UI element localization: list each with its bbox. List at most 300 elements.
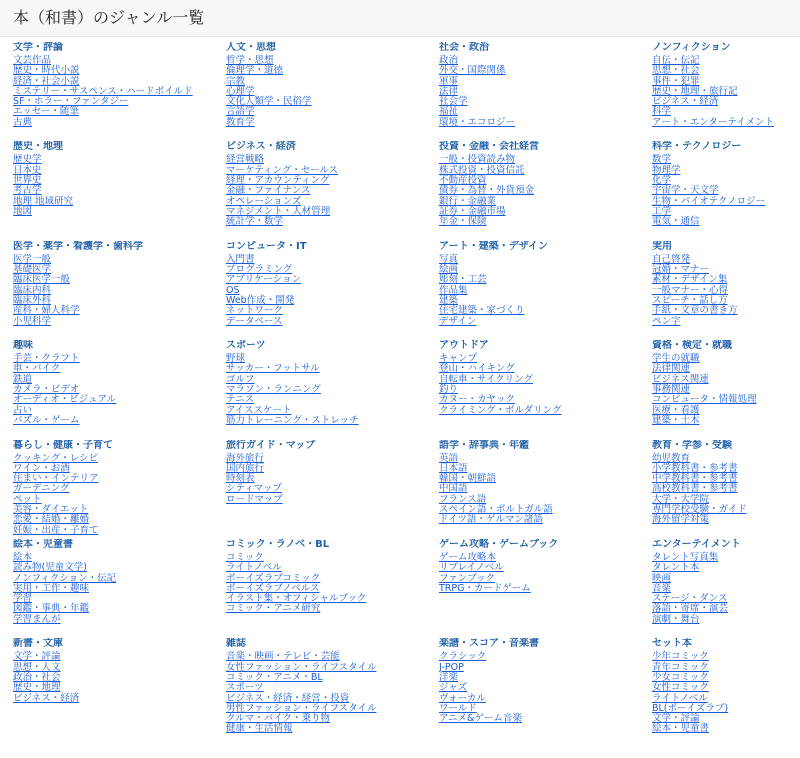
genre-list-item: [439, 286, 652, 296]
genre-link[interactable]: スピーチ・話し方: [652, 294, 728, 306]
genre-link-list: [652, 255, 800, 327]
genre-link[interactable]: 落語・寄席・演芸: [652, 603, 729, 615]
genre-link[interactable]: スポーツ: [226, 682, 264, 694]
genre-block: [439, 141, 652, 240]
genre-link[interactable]: 絵本: [13, 551, 33, 563]
genre-link[interactable]: コミック・アニメ研究: [226, 603, 321, 615]
genre-block: [439, 638, 652, 737]
genre-link[interactable]: 演劇・舞台: [652, 613, 700, 625]
genre-list-item: [226, 107, 439, 117]
genre-link[interactable]: 読み物(児童文学): [13, 562, 87, 574]
genre-link[interactable]: 銀行・金融業: [439, 195, 497, 207]
genre-link[interactable]: 歴史・地理: [13, 682, 61, 694]
genre-heading: 絵本・児童書: [13, 538, 73, 550]
genre-link[interactable]: SF・ホラー・ファンタジー: [13, 96, 129, 108]
genre-list-item: [13, 484, 226, 494]
genre-link[interactable]: ビジネス・経済: [652, 96, 719, 108]
genre-link-list: [439, 155, 652, 227]
genre-heading: ノンフィクション: [652, 42, 731, 53]
genre-link[interactable]: 韓国・朝鮮語: [439, 473, 497, 485]
genre-link[interactable]: エッセー・随筆: [13, 106, 79, 118]
genre-link[interactable]: ワイン・お酒: [13, 462, 70, 474]
genre-link[interactable]: BL(ボーイズラブ): [652, 702, 729, 714]
genre-heading: スポーツ: [226, 340, 266, 352]
genre-link[interactable]: 哲学・思想: [226, 55, 274, 66]
genre-link[interactable]: ジャズ: [439, 682, 468, 694]
genre-link[interactable]: 自転車・サイクリング: [439, 373, 533, 385]
genre-block: [652, 340, 800, 439]
genre-link-list: [226, 652, 439, 734]
genre-link[interactable]: TRPG・カードゲーム: [439, 582, 531, 594]
genre-link[interactable]: 住宅建築・家づくり: [439, 305, 525, 317]
genre-link[interactable]: ペット: [13, 493, 42, 505]
genre-link[interactable]: ミステリー・サスペンス・ハードボイルド: [13, 85, 193, 97]
genre-link[interactable]: プログラミング: [226, 264, 293, 276]
genre-link[interactable]: 野球: [226, 353, 246, 365]
genre-link[interactable]: 建築: [439, 294, 459, 306]
genre-link-list: [439, 354, 652, 416]
genre-link[interactable]: 占い: [13, 404, 33, 416]
genre-link-list: [226, 354, 439, 426]
genre-heading: エンターテイメント: [652, 538, 741, 550]
genre-link[interactable]: 福祉: [439, 106, 459, 118]
genre-list-item: [439, 454, 652, 464]
genre-heading: 投資・金融・会社経営: [439, 141, 539, 153]
genre-list-item: [652, 97, 800, 107]
genre-list-item: [226, 66, 439, 76]
genre-link[interactable]: 音楽・映画・テレビ・芸能: [226, 651, 340, 663]
genre-link[interactable]: 金融・ファイナンス: [226, 185, 311, 197]
genre-link-list: [439, 652, 652, 724]
genre-link[interactable]: 男性ファッション・ライフスタイル: [226, 702, 377, 714]
genre-list-item: [652, 615, 800, 625]
genre-link[interactable]: 思想・人文: [13, 661, 61, 673]
genre-list-item: [13, 118, 226, 128]
genre-link[interactable]: 中学教科書・参考書: [652, 473, 738, 485]
genre-block: [439, 42, 652, 141]
genre-link[interactable]: 登山・ハイキング: [439, 363, 515, 375]
genre-list-item: [226, 275, 439, 285]
genre-link[interactable]: マラソン・ランニング: [226, 384, 321, 396]
genre-block: [439, 241, 652, 340]
genre-link[interactable]: 自伝・伝記: [652, 55, 700, 66]
genre-link[interactable]: マネジメント・人材管理: [226, 205, 331, 217]
genre-link[interactable]: 統計学・数学: [226, 216, 284, 228]
genre-link[interactable]: 債券・為替・外貨預金: [439, 185, 535, 197]
genre-link[interactable]: 一般・投資読み物: [439, 154, 516, 166]
genre-list-item: [226, 118, 439, 128]
genre-link[interactable]: 歴史学: [13, 154, 42, 166]
genre-list-item: [226, 416, 439, 426]
genre-block: [226, 340, 439, 439]
genre-link[interactable]: ビジネス・経済・経営・投資: [226, 692, 350, 704]
genre-link[interactable]: パズル・ゲーム: [13, 414, 80, 426]
genre-link[interactable]: 世界史: [13, 174, 42, 186]
genre-link-list: [13, 56, 226, 128]
genre-link[interactable]: 電気・通信: [652, 216, 700, 228]
genre-link[interactable]: 心理学: [226, 85, 255, 97]
genre-list-item: [13, 416, 226, 426]
genre-heading: ビジネス・経済: [226, 141, 296, 153]
genre-heading: 教育・学参・受験: [652, 439, 732, 451]
genre-link[interactable]: クラシック: [439, 651, 487, 663]
genre-link[interactable]: 学生の就職: [652, 353, 700, 365]
genre-block: [13, 638, 226, 737]
genre-link[interactable]: 健康・生活情報: [226, 723, 293, 735]
genre-heading: アウトドア: [439, 340, 489, 352]
genre-link[interactable]: リプレイノベル: [439, 562, 504, 574]
genre-link[interactable]: 歴史・地理・旅行記: [652, 85, 738, 97]
genre-link[interactable]: 医療・看護: [652, 404, 700, 416]
genre-link[interactable]: イラスト集・オフィシャルブック: [226, 593, 367, 605]
genre-link[interactable]: 学習まんが: [13, 613, 61, 625]
genre-list-item: [13, 176, 226, 186]
genre-link[interactable]: 年金・保険: [439, 216, 487, 228]
genre-link[interactable]: 文学・評論: [13, 651, 61, 663]
genre-block: [226, 42, 439, 141]
genre-list-item: [13, 615, 226, 625]
genre-list-item: [652, 217, 800, 227]
genre-link[interactable]: 写真: [439, 253, 459, 265]
genre-link[interactable]: 妊娠・出産・子育て: [13, 524, 99, 536]
genre-heading: 医学・薬学・看護学・歯科学: [13, 240, 143, 252]
genre-link[interactable]: ライトノベル: [652, 692, 708, 704]
genre-list-item: [226, 97, 439, 107]
genre-heading: 語学・辞事典・年鑑: [439, 439, 529, 451]
genre-link[interactable]: 美容・ダイエット: [13, 504, 89, 516]
genre-link[interactable]: ドイツ語・ゲルマン諸語: [439, 514, 543, 526]
genre-link[interactable]: 鉄道: [13, 373, 33, 385]
genre-list-item: [226, 495, 439, 505]
genre-link[interactable]: 入門書: [226, 253, 255, 265]
genre-link[interactable]: コンピュータ・情報処理: [652, 394, 757, 406]
genre-link[interactable]: フランス語: [439, 493, 487, 505]
genre-block: [226, 141, 439, 240]
genre-link[interactable]: 臨床外科: [13, 294, 52, 306]
genre-block: [13, 241, 226, 340]
genre-link-list: [652, 155, 800, 227]
genre-link[interactable]: ノンフィクション・伝記: [13, 572, 117, 584]
genre-link[interactable]: 中国語: [439, 483, 468, 495]
genre-link[interactable]: ゲーム攻略本: [439, 551, 497, 563]
genre-link[interactable]: 英語: [439, 452, 459, 464]
genre-link[interactable]: 臨床医学一般: [13, 274, 71, 286]
genre-link[interactable]: 海外旅行: [226, 452, 265, 464]
genre-link[interactable]: クッキング・レシピ: [13, 452, 98, 464]
genre-link[interactable]: 数学: [652, 154, 672, 166]
genre-link[interactable]: 化学: [652, 174, 672, 186]
genre-link[interactable]: 臨床内科: [13, 284, 52, 296]
genre-link[interactable]: タレント写真集: [652, 551, 719, 563]
genre-link[interactable]: 産科・婦人科学: [13, 305, 80, 317]
genre-block: [652, 539, 800, 638]
genre-block: [652, 440, 800, 539]
genre-link[interactable]: 不動産投資: [439, 174, 487, 186]
genre-block: [13, 440, 226, 539]
genre-link[interactable]: ボーイズラブノベルス: [226, 582, 320, 594]
genre-link[interactable]: ライトノベル: [226, 562, 282, 574]
genre-link-list: [226, 553, 439, 615]
genre-link[interactable]: オペレーションズ: [226, 195, 302, 207]
genre-link[interactable]: ビジネス・経済: [13, 692, 80, 704]
genre-link[interactable]: ゴルフ: [226, 373, 255, 385]
genre-list-item: [652, 515, 800, 525]
genre-heading: 旅行ガイド・マップ: [226, 439, 316, 451]
genre-link[interactable]: 小学教科書・参考書: [652, 462, 738, 474]
genre-link[interactable]: 絵画: [439, 264, 459, 276]
genre-link[interactable]: 軍事: [439, 75, 459, 87]
genre-link[interactable]: 株式投資・投資信託: [439, 164, 525, 176]
genre-link[interactable]: 大学・大学院: [652, 493, 710, 505]
genre-link[interactable]: 少年コミック: [652, 651, 709, 663]
genre-link[interactable]: テニス: [226, 394, 255, 406]
genre-list-item: [439, 474, 652, 484]
genre-link-list: [652, 56, 800, 128]
genre-link-list: [226, 454, 439, 505]
genre-list-item: [439, 563, 652, 573]
genre-block: [13, 539, 226, 638]
genre-list-item: [13, 155, 226, 165]
genre-list-item: [226, 217, 439, 227]
genre-link[interactable]: 経営戦略: [226, 154, 265, 166]
page-title: 本（和書）のジャンル一覧: [13, 8, 205, 27]
genre-link[interactable]: 建築・土木: [652, 414, 700, 426]
genre-link[interactable]: データベース: [226, 315, 283, 327]
genre-link[interactable]: OS: [226, 284, 240, 296]
genre-list-item: [13, 166, 226, 176]
genre-link[interactable]: カヌー・カヤック: [439, 394, 516, 406]
genre-list-item: [13, 197, 226, 207]
genre-link[interactable]: 実用・工作・趣味: [13, 582, 90, 594]
genre-link[interactable]: 少女コミック: [652, 671, 709, 683]
genre-list-item: [439, 714, 652, 724]
genre-list-item: [226, 563, 439, 573]
genre-link[interactable]: 古典: [13, 116, 33, 128]
genre-link[interactable]: 事件・犯罪: [652, 75, 700, 87]
genre-link[interactable]: ビジネス関連: [652, 373, 709, 385]
genre-link-list: [652, 553, 800, 625]
genre-link[interactable]: アイススケート: [226, 404, 292, 416]
genre-link[interactable]: 物理学: [652, 164, 681, 176]
genre-heading: 歴史・地理: [13, 141, 63, 153]
genre-link[interactable]: 音楽: [652, 582, 672, 594]
genre-link[interactable]: 彫刻・工芸: [439, 274, 487, 286]
genre-block: [439, 539, 652, 638]
genre-link[interactable]: J-POP: [439, 661, 464, 673]
genre-link[interactable]: ガーデニング: [13, 483, 70, 495]
genre-link[interactable]: 車・バイク: [13, 363, 61, 375]
genre-heading: 社会・政治: [439, 42, 489, 53]
genre-link[interactable]: 国内旅行: [226, 462, 265, 474]
genre-link[interactable]: 青年コミック: [652, 661, 709, 673]
genre-block: [226, 440, 439, 539]
genre-link[interactable]: 手芸・クラフト: [13, 353, 80, 365]
genre-link[interactable]: 経理・アカウンティング: [226, 174, 330, 186]
genre-list-item: [226, 683, 439, 693]
genre-link[interactable]: 絵本・児童書: [652, 723, 710, 735]
genre-link[interactable]: 住まい・インテリア: [13, 473, 99, 485]
genre-list-item: [13, 317, 226, 327]
genre-link[interactable]: デザイン: [439, 315, 477, 327]
genre-heading: アート・建築・デザイン: [439, 240, 548, 252]
genre-link[interactable]: オーディオ・ビジュアル: [13, 394, 117, 406]
genre-link[interactable]: 一般マナー・心得: [652, 284, 729, 296]
genre-list-item: [439, 118, 652, 128]
genre-link[interactable]: 日本史: [13, 164, 42, 176]
page-header: [0, 0, 800, 37]
genre-link[interactable]: 法律関連: [652, 363, 691, 375]
genre-list-item: [439, 683, 652, 693]
genre-list-item: [652, 574, 800, 584]
genre-block: [439, 440, 652, 539]
genre-link[interactable]: 映画: [652, 572, 672, 584]
genre-link[interactable]: マーケティング・セールス: [226, 164, 339, 176]
genre-link[interactable]: アート・エンターテイメント: [652, 116, 775, 128]
genre-block: [652, 141, 800, 240]
genre-link[interactable]: 環境・エコロジー: [439, 116, 516, 128]
genre-link[interactable]: キャンプ: [439, 353, 478, 365]
genre-link[interactable]: 地図: [13, 205, 33, 217]
genre-link[interactable]: 女性コミック: [652, 682, 709, 694]
genre-list-item: [226, 724, 439, 734]
genre-link[interactable]: Web作成・開発: [226, 294, 295, 306]
genre-link[interactable]: タレント本: [652, 562, 700, 574]
genre-link[interactable]: カメラ・ビデオ: [13, 384, 80, 396]
genre-list-item: [13, 107, 226, 117]
genre-list-item: [439, 652, 652, 662]
genre-link[interactable]: シティマップ: [226, 483, 282, 495]
genre-list-item: [652, 724, 800, 734]
genre-link[interactable]: 歴史・時代小説: [13, 65, 80, 77]
genre-block: [652, 241, 800, 340]
genre-link[interactable]: コミック: [226, 551, 264, 563]
genre-link[interactable]: 教育学: [226, 116, 255, 128]
genre-link[interactable]: ステージ・ダンス: [652, 593, 728, 605]
genre-link[interactable]: ロードマップ: [226, 493, 283, 505]
genre-link[interactable]: 恋愛・結婚・離婚: [13, 514, 90, 526]
genre-list-item: [13, 694, 226, 704]
genre-link[interactable]: 事務関連: [652, 384, 691, 396]
genre-heading: 実用: [652, 240, 672, 252]
genre-link[interactable]: 手紙・文章の書き方: [652, 305, 738, 317]
genre-link[interactable]: 時刻表: [226, 473, 255, 485]
genre-list-item: [439, 77, 652, 87]
genre-link[interactable]: ワールド: [439, 702, 477, 714]
genre-heading: ゲーム攻略・ゲームブック: [439, 538, 559, 550]
genre-link[interactable]: 幼児教育: [652, 452, 691, 464]
genre-link[interactable]: 考古学: [13, 185, 42, 197]
genre-link[interactable]: ペン字: [652, 315, 681, 327]
genre-link[interactable]: 証券・金融市場: [439, 205, 506, 217]
genre-link[interactable]: 文学・評論: [652, 713, 700, 725]
genre-list-item: [13, 395, 226, 405]
genre-list-item: [439, 584, 652, 594]
genre-link[interactable]: 科学: [652, 106, 672, 118]
genre-link[interactable]: 高校教科書・参考書: [652, 483, 738, 495]
genre-link[interactable]: サッカー・フットサル: [226, 363, 320, 375]
genre-link[interactable]: コミック・アニメ・BL: [226, 671, 323, 683]
genre-link[interactable]: ボーイズラブコミック: [226, 572, 321, 584]
genre-link-list: [439, 255, 652, 327]
genre-link[interactable]: 自己啓発: [652, 253, 691, 265]
genre-link[interactable]: 図鑑・事典・年鑑: [13, 603, 90, 615]
genre-link[interactable]: 倫理学・道徳: [226, 65, 284, 77]
genre-link-list: [439, 454, 652, 526]
genre-list-item: [226, 604, 439, 614]
genre-link[interactable]: 宗教: [226, 75, 246, 87]
genre-block: [226, 539, 439, 638]
genre-link[interactable]: 洋楽: [439, 671, 459, 683]
genre-link[interactable]: 医学一般: [13, 253, 52, 265]
genre-link[interactable]: 政治・社会: [13, 671, 61, 683]
genre-link[interactable]: スペイン語・ポルトガル語: [439, 504, 553, 516]
genre-link[interactable]: 釣り: [439, 384, 459, 396]
genre-link[interactable]: アプリケーション: [226, 274, 302, 286]
genre-link[interactable]: 冠婚・マナー: [652, 264, 710, 276]
genre-list-item: [439, 255, 652, 265]
genre-link[interactable]: 筋力トレーニング・ストレッチ: [226, 414, 359, 426]
genre-heading: 楽譜・スコア・音楽書: [439, 638, 539, 650]
genre-link-list: [13, 354, 226, 426]
genre-link[interactable]: 専門学校受験・ガイド: [652, 504, 747, 516]
genre-list-item: [439, 673, 652, 683]
genre-list-item: [439, 275, 652, 285]
genre-link[interactable]: 言語学: [226, 106, 255, 118]
genre-link[interactable]: 基礎医学: [13, 264, 52, 276]
genre-link[interactable]: アニメ&ゲーム音楽: [439, 713, 522, 725]
genre-link[interactable]: 政治: [439, 55, 459, 66]
genre-link[interactable]: 海外留学対策: [652, 514, 710, 526]
genre-link[interactable]: クライミング・ボルダリング: [439, 404, 562, 416]
genre-link[interactable]: ファンブック: [439, 572, 496, 584]
genre-list-item: [439, 317, 652, 327]
genre-link[interactable]: クルマ・バイク・乗り物: [226, 713, 331, 725]
genre-link[interactable]: 工学: [652, 205, 672, 217]
genre-link[interactable]: 社会学: [439, 96, 468, 108]
genre-link[interactable]: ネットワーク: [226, 305, 284, 317]
genre-link[interactable]: 小児科学: [13, 315, 52, 327]
genre-link[interactable]: 文芸作品: [13, 55, 52, 66]
genre-link[interactable]: 生物・バイオテクノロジー: [652, 195, 766, 207]
genre-heading: 暮らし・健康・子育て: [13, 439, 113, 451]
genre-link[interactable]: 学習: [13, 593, 33, 605]
genre-list-item: [439, 66, 652, 76]
genre-link[interactable]: 経済・社会小説: [13, 75, 80, 87]
genre-link-list: [226, 56, 439, 128]
genre-heading: 趣味: [13, 340, 33, 352]
genre-link[interactable]: 素材・デザイン集: [652, 274, 728, 286]
genre-link[interactable]: 日本語: [439, 462, 468, 474]
genre-link[interactable]: 法律: [439, 85, 459, 97]
genre-list-item: [13, 584, 226, 594]
genre-link-list: [226, 155, 439, 227]
genre-link[interactable]: 思想・社会: [652, 65, 700, 77]
genre-link-list: [652, 454, 800, 526]
genre-heading: 新書・文庫: [13, 638, 63, 650]
genre-block: [13, 340, 226, 439]
genre-link[interactable]: ヴォーカル: [439, 692, 486, 704]
genre-link[interactable]: 文化人類学・民俗学: [226, 96, 312, 108]
genre-list-item: [439, 87, 652, 97]
genre-link[interactable]: 外交・国際関係: [439, 65, 506, 77]
genre-link[interactable]: 宇宙学・天文学: [652, 185, 719, 197]
genre-link-list: [13, 652, 226, 703]
genre-link[interactable]: 作品集: [439, 284, 468, 296]
genre-link[interactable]: 地理 地域研究: [13, 195, 74, 207]
genre-link[interactable]: 女性ファッション・ライフスタイル: [226, 661, 377, 673]
genre-list-item: [226, 464, 439, 474]
genre-block: [13, 42, 226, 141]
